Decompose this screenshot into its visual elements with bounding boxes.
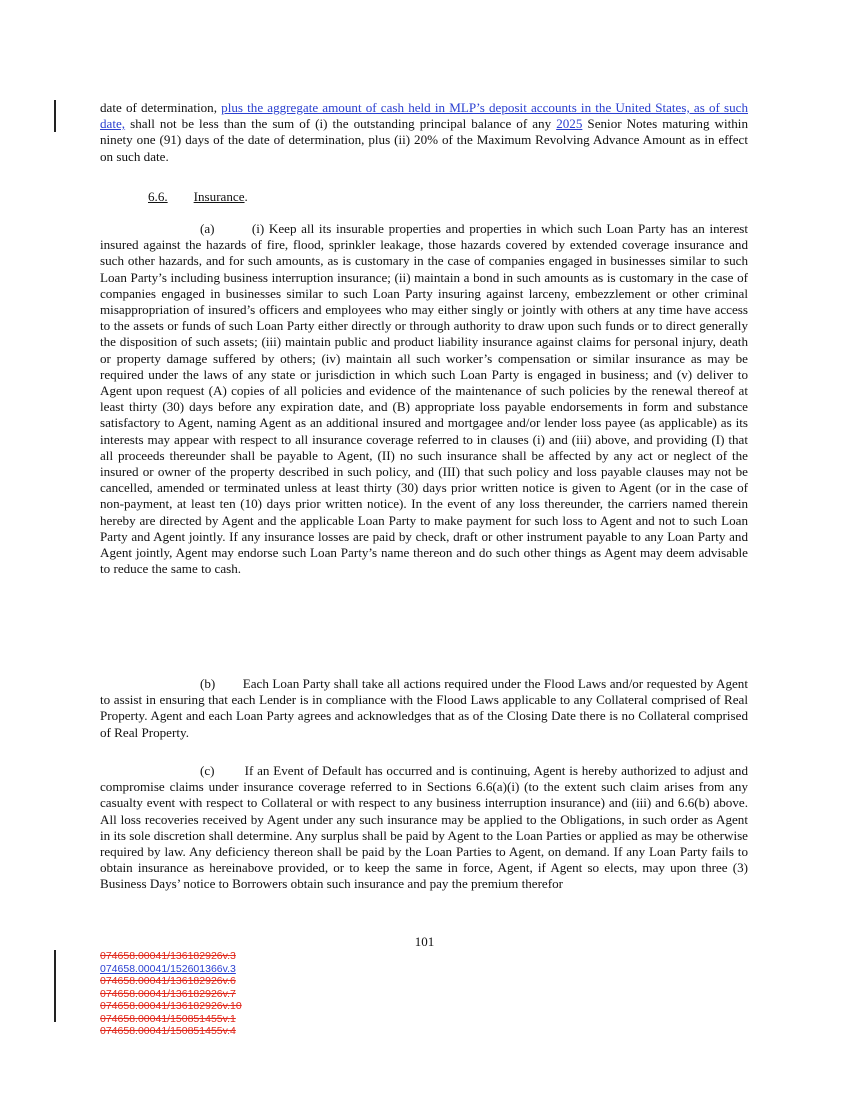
page-number: 101 bbox=[414, 934, 435, 949]
deleted-doc-id: 074658.00041/136182926v.7 bbox=[100, 987, 236, 1000]
paragraph-c bbox=[100, 763, 748, 893]
inserted-text: plus the aggregate amount of cash held in MLP’s deposit accounts in the United States, as of such date, bbox=[100, 100, 748, 132]
section-title: Insurance bbox=[193, 189, 245, 204]
deleted-doc-id: 074658.00041/150851455v.4 bbox=[100, 1025, 236, 1037]
paragraph-a bbox=[100, 221, 748, 577]
deleted-doc-id: 074658.00041/136182926v.3 bbox=[100, 950, 236, 962]
paragraph-a-text: (a) (i) Keep all its insurable properties and properties in which such Loan Party has an interest insured against the hazards of fire, flood, sprinkler leakage, those hazards covered by extended coverage insurance and such other hazards, and for such amounts, as is customary in the case of companies engaged in businesses similar to such Loan Party’s including business interruption insurance; (ii) maintain a bond in such amounts as is customary in the case of companies engaged in businesses similar to such Loan Party insuring against larceny, embezzlement or other criminal misappropriation of insured’s officers and employees who may either singly or jointly with others at any time have access to the assets or funds of such Loan Party either directly or through authority to draw upon such funds or to direct generally the disposition of such assets; (iii) maintain public and product liability insurance against claims for personal injury, death or property damage suffered by others; (iv) maintain all such worker’s compensation or similar insurance as may be required under the laws of any state or jurisdiction in which such Loan Party is engaged in business; and (v) deliver to Agent upon request (A) copies of all policies and evidence of the maintenance of such policies by the renewal thereof at least thirty (30) days before any expiration date, and (B) appropriate loss payable endorsements in form and substance satisfactory to Agent, naming Agent as an additional insured and mortgagee and/or lender loss payee (as applicable) as its interests may appear with respect to all insurance coverage referred to in clauses (i) and (iii) above, and providing (I) that all proceeds thereunder shall be payable to Agent, (II) no such insurance shall be affected by any act or neglect of the insured or owner of the property described in such policy, and (III) that such policy and loss payable clauses may not be cancelled, amended or terminated unless at least thirty (30) days prior written notice is given to Agent (or in the case of non-payment, at least ten (10) days prior written notice). In the event of any loss thereunder, the carriers named therein hereby are directed by Agent and the applicable Loan Party to make payment for such loss to Agent and not to such Loan Party and Agent jointly. If any insurance losses are paid by check, draft or other instrument payable to any Loan Party and Agent jointly, Agent may endorse such Loan Party’s name thereon and do such other things as Agent may deem advisable to reduce the same to cash. bbox=[100, 221, 748, 577]
inserted-text: 2025 bbox=[556, 116, 583, 132]
text-run: date of determination, bbox=[100, 100, 222, 115]
section-number: 6.6. bbox=[148, 189, 168, 204]
paragraph-b bbox=[100, 676, 748, 741]
text-run: Senior Notes maturing within ninety one (91) days of the date of determination, plus (ii) 20% of the Maximum Revolving Advance Amount as in effect on such date. bbox=[100, 116, 748, 164]
section-heading bbox=[148, 189, 248, 205]
footer-change-bar bbox=[54, 950, 56, 1022]
inserted-doc-id: 074658.00041/152601366v.3 bbox=[100, 962, 236, 975]
heading-period: . bbox=[244, 189, 248, 204]
change-bar bbox=[54, 100, 56, 132]
deleted-doc-id: 074658.00041/136182926v.6 bbox=[100, 975, 236, 987]
deleted-doc-id: 074658.00041/150851455v.1 bbox=[100, 1012, 236, 1025]
paragraph-b-text: (b) Each Loan Party shall take all actions required under the Flood Laws and/or requested by Agent to assist in ensuring that each Lender is in compliance with the Flood Laws applicable to any Collateral comprised of Real Property. Agent and each Loan Party agrees and acknowledges that as of the Closing Date there is no Collateral comprised of Real Property. bbox=[100, 676, 748, 740]
text-run: shall not be less than the sum of (i) the outstanding principal balance of any bbox=[125, 116, 557, 132]
deleted-doc-id: 074658.00041/136182926v.10 bbox=[100, 1000, 242, 1012]
paragraph-c-text: (c) If an Event of Default has occurred and is continuing, Agent is hereby authorized to adjust and compromise claims under insurance coverage referred to in Sections 6.6(a)(i) (to the extent such claim arises from any casualty event with respect to Collateral or with respect to any business interruption insurance) and (iii) and 6.6(b) above. All loss recoveries received by Agent under any such insurance may be applied to the Obligations, in such order as Agent in its sole discretion shall determine. Any surplus shall be paid by Agent to the Loan Parties or applied as may be otherwise required by law. Any deficiency thereon shall be paid by the Loan Parties to Agent, on demand. If any Loan Party fails to obtain insurance as hereinabove provided, or to keep the same in force, Agent, if Agent so elects, may upon three (3) Business Days’ notice to Borrowers obtain such insurance and pay the premium therefor bbox=[100, 763, 748, 892]
document-id-footer bbox=[100, 950, 242, 1038]
paragraph-continuation bbox=[100, 100, 748, 165]
